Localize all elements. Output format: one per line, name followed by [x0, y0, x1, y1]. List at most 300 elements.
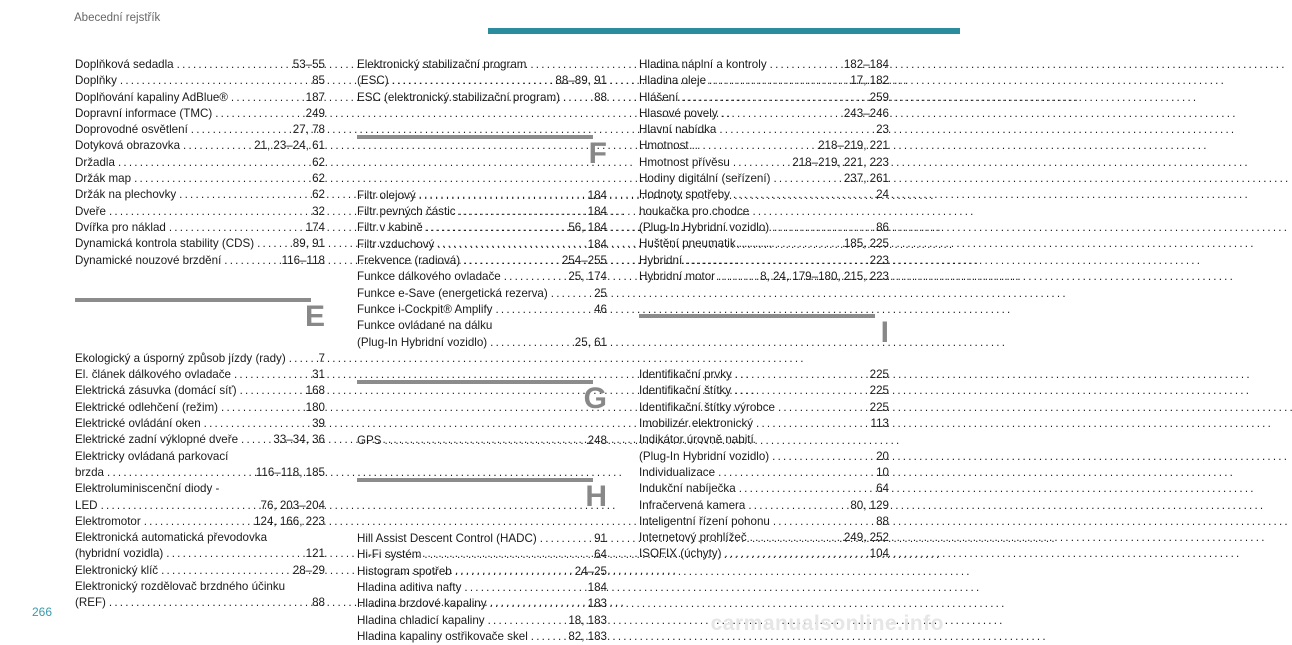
index-entry	[639, 514, 889, 530]
index-entry-row	[639, 90, 889, 106]
index-entry-pages: 17, 182	[850, 74, 889, 88]
section-letter: G	[583, 381, 607, 415]
index-entry-row	[357, 564, 607, 580]
dot-leader	[384, 433, 584, 449]
dot-leader	[183, 138, 251, 154]
index-entry	[75, 400, 325, 416]
index-entry	[75, 383, 325, 399]
index-entry	[357, 580, 607, 596]
section-divider-f	[357, 123, 607, 186]
index-entry-row	[75, 432, 325, 448]
dot-leader	[424, 547, 591, 563]
index-entry-row	[639, 514, 889, 530]
index-entry-term: Hmotnost přívěsu	[639, 155, 730, 169]
dot-leader	[177, 57, 290, 73]
index-entry	[75, 351, 325, 367]
index-entry-row	[75, 253, 325, 269]
index-entry-term: Hlasové povely	[639, 106, 718, 120]
index-entry-row	[639, 171, 889, 187]
index-entry-row	[639, 449, 889, 465]
dot-leader	[709, 73, 847, 89]
index-entry-pages: 31	[312, 368, 325, 382]
index-entry-pages: 80, 129	[850, 498, 889, 512]
dot-leader	[563, 90, 591, 106]
index-entry-term: Hodnoty spotřeby	[639, 188, 730, 202]
index-entry	[639, 530, 889, 546]
dot-leader	[455, 564, 572, 580]
index-entry-term: Individualizace	[639, 465, 716, 479]
section-rule	[75, 298, 311, 302]
index-entry-pages: 7	[318, 351, 325, 365]
index-entry	[639, 546, 889, 562]
index-entry-pages: 248	[587, 433, 607, 447]
index-entry-pages: 168	[305, 384, 325, 398]
index-entry	[357, 286, 607, 302]
index-entry-pages: 24–25	[574, 564, 607, 578]
index-entry-term-line: Elektroluminiscenční diody -	[75, 482, 220, 496]
dot-leader	[191, 122, 290, 138]
index-entry-term: Hi-Fi systém	[357, 548, 422, 562]
entry-list	[357, 57, 607, 106]
index-entry	[75, 220, 325, 236]
index-entry-pages: 18, 183	[568, 613, 607, 627]
index-entry-row	[357, 188, 607, 204]
index-entry-term: Filtr pevných částic	[357, 205, 456, 219]
index-entry-row	[639, 73, 889, 89]
index-entry-row	[75, 416, 325, 432]
index-entry	[75, 171, 325, 187]
index-entry-term: Elektrické odlehčení (režim)	[75, 400, 219, 414]
index-entry-row	[75, 204, 325, 220]
index-entry-term: brzda	[75, 465, 105, 479]
dot-leader	[179, 187, 309, 203]
dot-leader	[733, 155, 789, 171]
index-entry-pages: 62	[312, 188, 325, 202]
index-entry-row	[639, 106, 889, 122]
dot-leader	[739, 236, 841, 252]
dot-leader	[770, 57, 841, 73]
section-letter: H	[585, 480, 607, 514]
entry-list	[357, 531, 607, 645]
index-entry-term: Elektrické zadní výklopné dveře	[75, 433, 239, 447]
index-entry-pages: 183	[587, 597, 607, 611]
index-entry-term: Filtr olejový	[357, 188, 416, 202]
index-entry-term: Elektromotor	[75, 514, 141, 528]
index-entry-row	[75, 57, 325, 73]
index-entry	[639, 481, 889, 497]
index-entry-pages: 88	[876, 514, 889, 528]
index-entry-pages: 243–246	[843, 106, 889, 120]
index-entry-term: Doplňky	[75, 74, 117, 88]
index-entry-row	[357, 580, 607, 596]
index-entry-term: Funkce e-Save (energetická rezerva)	[357, 286, 548, 300]
index-entry	[75, 187, 325, 203]
index-entry-term: Hladina brzdové kapaliny	[357, 597, 487, 611]
dot-leader	[733, 187, 873, 203]
dot-leader	[721, 106, 841, 122]
index-entry	[357, 220, 607, 236]
dot-leader	[540, 531, 591, 547]
section-rule	[639, 314, 875, 318]
index-entry-row	[639, 122, 889, 138]
index-entry-row	[75, 220, 325, 236]
entry-list	[357, 433, 607, 449]
index-entry-pages: 64	[594, 548, 607, 562]
index-entry-term-line: Elektronický rozdělovač brzdného účinku	[75, 580, 286, 594]
index-entry	[639, 57, 889, 73]
index-entry-row	[357, 220, 607, 236]
dot-leader	[118, 155, 309, 171]
index-entry-term: Histogram spotřeb	[357, 564, 452, 578]
index-entry-row	[639, 367, 889, 383]
index-entry-row	[357, 73, 607, 89]
index-entry-term: Hladina chladicí kapaliny	[357, 613, 485, 627]
dot-leader	[773, 171, 840, 187]
index-entry-term: LED	[75, 498, 98, 512]
index-entry-row	[357, 433, 607, 449]
index-entry-pages: 124, 166, 223	[254, 514, 325, 528]
index-entry-row	[75, 171, 325, 187]
index-entry-pages: 249, 252	[843, 531, 889, 545]
dot-leader	[437, 237, 584, 253]
index-entry-pages: 32	[312, 204, 325, 218]
index-entry	[639, 204, 889, 237]
dot-leader	[724, 546, 866, 562]
index-entry-term: Hill Assist Descent Control (HADC)	[357, 532, 537, 546]
index-entry-row	[357, 204, 607, 220]
index-entry-term: Hybridní motor	[639, 269, 716, 283]
dot-leader	[109, 204, 309, 220]
index-entry-term: Imobilizér elektronický	[639, 417, 754, 431]
index-entry-pages: 184	[587, 237, 607, 251]
dot-leader	[221, 400, 303, 416]
index-entry-row	[75, 367, 325, 383]
index-entry-pages: 46	[594, 302, 607, 316]
index-entry-term: Hmotnost	[639, 139, 689, 153]
index-entry-row	[639, 400, 889, 416]
dot-leader	[241, 432, 270, 448]
index-entry-term: Doplňování kapaliny AdBlue®	[75, 90, 228, 104]
index-column-1	[75, 57, 325, 612]
index-entry	[357, 629, 607, 645]
dot-leader	[107, 465, 253, 481]
index-entry-row	[639, 138, 889, 154]
dot-leader	[756, 416, 867, 432]
index-entry	[639, 122, 889, 138]
index-entry-pages: 23	[876, 123, 889, 137]
index-entry	[639, 465, 889, 481]
index-entry-term: Elektrické ovládání oken	[75, 417, 201, 431]
index-entry-row	[639, 220, 889, 236]
index-entry-term: Ekologický a úsporný způsob jízdy (rady)	[75, 351, 286, 365]
index-entry-term: Doprovodné osvětlení	[75, 123, 188, 137]
dot-leader	[750, 530, 841, 546]
index-entry-pages: 237, 261	[843, 172, 889, 186]
index-entry-row	[75, 465, 325, 481]
index-entry	[357, 531, 607, 547]
dot-leader	[134, 171, 309, 187]
index-entry-term: Internetový prohlížeč	[639, 531, 747, 545]
dot-leader	[240, 383, 303, 399]
index-entry	[75, 530, 325, 563]
section-rule	[357, 380, 593, 384]
index-entry-pages: 86	[876, 220, 889, 234]
index-entry-term: Hlášení	[639, 90, 679, 104]
index-entry-row	[357, 629, 607, 645]
index-entry-pages: 218–219, 221	[818, 139, 889, 153]
index-entry-term: Inteligentní řízení pohonu	[639, 514, 770, 528]
index-entry-term: Držák map	[75, 172, 132, 186]
index-entry-term: Hybridní	[639, 253, 683, 267]
index-entry-term: ISOFIX (úchyty)	[639, 547, 722, 561]
index-entry-pages: 121	[305, 547, 325, 561]
index-entry	[639, 73, 889, 89]
dot-leader	[224, 253, 278, 269]
index-entry	[75, 481, 325, 514]
index-entry-row	[357, 269, 607, 285]
index-entry	[639, 138, 889, 154]
index-entry	[639, 432, 889, 465]
index-entry	[357, 269, 607, 285]
index-entry	[639, 236, 889, 252]
index-entry	[639, 367, 889, 383]
index-entry-row	[75, 236, 325, 252]
index-entry-term: (hybridní vozidla)	[75, 547, 164, 561]
index-entry	[639, 155, 889, 171]
index-entry-term: Infračervená kamera	[639, 498, 746, 512]
index-entry-pages: 254–255	[561, 254, 607, 268]
index-entry	[75, 236, 325, 252]
dot-leader	[166, 546, 302, 562]
index-entry-term: Identifikační prvky	[639, 368, 732, 382]
index-entry-pages: 89, 91	[292, 237, 325, 251]
index-entry	[357, 318, 607, 351]
index-entry-term-line: Elektronický stabilizační program	[357, 58, 527, 71]
dot-leader	[234, 367, 309, 383]
index-entry-term: (ESC)	[357, 74, 389, 88]
index-entry	[75, 155, 325, 171]
dot-leader	[692, 138, 815, 154]
dot-leader	[739, 481, 873, 497]
index-entry	[75, 579, 325, 612]
dot-leader	[419, 188, 585, 204]
dot-leader	[773, 514, 873, 530]
index-entry-term: Hodiny digitální (seřízení)	[639, 172, 771, 186]
index-entry-row	[357, 237, 607, 253]
index-entry-row	[639, 465, 889, 481]
index-entry	[639, 498, 889, 514]
dot-leader	[681, 90, 866, 106]
index-entry	[75, 253, 325, 269]
section-letter: F	[588, 136, 607, 170]
dot-leader	[748, 498, 847, 514]
index-entry-row	[75, 498, 325, 514]
index-entry	[639, 187, 889, 203]
index-entry-pages: 25	[594, 286, 607, 300]
index-entry-pages: 64	[876, 482, 889, 496]
index-entry-term: Funkce i-Cockpit® Amplify	[357, 302, 493, 316]
header-accent-bar	[488, 28, 960, 34]
index-entry	[357, 90, 607, 106]
index-entry-term: Hladina oleje	[639, 74, 707, 88]
index-entry-term: GPS	[357, 433, 382, 447]
dot-leader	[109, 595, 309, 611]
dot-leader	[495, 302, 591, 318]
dot-leader	[490, 596, 585, 612]
index-entry	[639, 90, 889, 106]
dot-leader	[685, 253, 866, 269]
index-entry-term: Dopravní informace (TMC)	[75, 106, 213, 120]
index-entry	[639, 269, 889, 285]
index-entry	[75, 57, 325, 73]
index-entry-row	[357, 596, 607, 612]
dot-leader	[257, 236, 290, 252]
index-entry-term: Funkce dálkového ovladače	[357, 270, 501, 284]
index-entry-row	[639, 383, 889, 399]
index-entry	[357, 302, 607, 318]
index-entry-pages: 184	[587, 205, 607, 219]
index-header-title: Abecední rejstřík	[74, 12, 161, 24]
section-divider-i	[639, 302, 889, 365]
index-entry-term: (Plug-In Hybridní vozidlo)	[639, 449, 770, 463]
index-entry-term: Dotyková obrazovka	[75, 139, 181, 153]
index-entry-term-line: Elektronická automatická převodovka	[75, 531, 268, 545]
index-entry-row	[357, 531, 607, 547]
index-entry-row	[357, 253, 607, 269]
index-entry	[639, 383, 889, 399]
section-divider-g	[357, 368, 607, 431]
index-entry-pages: 225	[869, 368, 889, 382]
index-entry-pages: 174	[305, 220, 325, 234]
index-entry	[639, 171, 889, 187]
index-entry	[639, 400, 889, 416]
index-entry-row	[639, 416, 889, 432]
index-entry-term: Frekvence (radiová)	[357, 254, 461, 268]
index-entry-row	[75, 73, 325, 89]
index-entry	[357, 433, 607, 449]
index-entry	[75, 449, 325, 482]
entry-list	[75, 351, 325, 612]
dot-leader	[488, 613, 566, 629]
index-entry-pages: 185, 225	[843, 237, 889, 251]
dot-leader	[426, 220, 566, 236]
index-entry-term: Dynamické nouzové brzdění	[75, 253, 222, 267]
dot-leader	[772, 449, 873, 465]
index-entry	[639, 253, 889, 269]
index-entry-term: Dveře	[75, 204, 106, 218]
index-entry-pages: 76, 203–204	[260, 498, 325, 512]
index-entry-pages: 184	[587, 581, 607, 595]
index-entry-pages: 225	[869, 400, 889, 414]
index-entry-pages: 27, 78	[292, 123, 325, 137]
entry-list	[639, 57, 889, 285]
index-entry-term-line: Indikátor úrovně nabití	[639, 433, 754, 447]
dot-leader	[778, 400, 867, 416]
dot-leader	[551, 286, 591, 302]
index-entry-term-line: Funkce ovládané na dálku	[357, 319, 493, 333]
index-entry	[357, 253, 607, 269]
page-number: 266	[32, 605, 53, 619]
index-entry-term: Identifikační štítky	[639, 384, 732, 398]
index-entry-term: Identifikační štítky výrobce	[639, 400, 775, 414]
index-entry-term: (Plug-In Hybridní vozidlo)	[357, 335, 488, 349]
index-entry	[357, 564, 607, 580]
index-entry-pages: 62	[312, 155, 325, 169]
index-entry-row	[639, 269, 889, 285]
index-entry	[75, 90, 325, 106]
dot-leader	[464, 580, 584, 596]
dot-leader	[772, 220, 873, 236]
index-entry	[357, 204, 607, 220]
index-entry-row	[639, 57, 889, 73]
index-entry-pages: 88	[594, 90, 607, 104]
index-entry-term: Elektrická zásuvka (domácí síť)	[75, 384, 237, 398]
index-entry-row	[75, 400, 325, 416]
index-entry-term: Elektronický klíč	[75, 563, 159, 577]
index-entry-pages: 24	[876, 188, 889, 202]
dot-leader	[718, 269, 757, 285]
index-entry-pages: 184	[587, 188, 607, 202]
entry-list	[639, 367, 889, 563]
section-rule	[357, 478, 593, 482]
section-divider-h	[357, 466, 607, 529]
index-entry-pages: 10	[876, 465, 889, 479]
section-rule	[357, 135, 593, 139]
index-entry	[357, 596, 607, 612]
dot-leader	[463, 253, 559, 269]
index-entry-row	[75, 595, 325, 611]
index-entry-row	[357, 286, 607, 302]
index-entry-term: (REF)	[75, 596, 106, 610]
dot-leader	[718, 465, 873, 481]
index-entry-pages: 25, 174	[568, 270, 607, 284]
index-entry-row	[75, 122, 325, 138]
index-entry	[639, 416, 889, 432]
index-entry	[357, 237, 607, 253]
index-entry-term: Dvířka pro náklad	[75, 220, 166, 234]
index-entry-row	[639, 546, 889, 562]
dot-leader	[169, 220, 303, 236]
dot-leader	[161, 563, 290, 579]
dot-leader	[719, 122, 873, 138]
index-entry-pages: 28–29	[292, 563, 325, 577]
index-entry-row	[75, 546, 325, 562]
index-entry	[75, 514, 325, 530]
index-entry-pages: 225	[869, 384, 889, 398]
dot-leader	[231, 90, 303, 106]
index-entry	[357, 188, 607, 204]
index-entry-pages: 180	[305, 400, 325, 414]
index-column-2	[357, 57, 607, 645]
dot-leader	[531, 629, 566, 645]
dot-leader	[392, 73, 553, 89]
entry-list	[357, 188, 607, 351]
index-entry-pages: 20	[876, 449, 889, 463]
index-entry-row	[357, 302, 607, 318]
index-entry-term: El. článek dálkového ovladače	[75, 368, 231, 382]
index-entry-term-line: Elektricky ovládaná parkovací	[75, 449, 229, 463]
index-entry-pages: 116–118	[281, 253, 325, 267]
index-entry	[75, 204, 325, 220]
index-entry-pages: 223	[869, 253, 889, 267]
dot-leader	[101, 498, 258, 514]
index-entry-term: Filtr v kabině	[357, 221, 423, 235]
index-entry-pages: 82, 183	[568, 629, 607, 643]
section-letter: I	[880, 316, 889, 350]
index-entry	[75, 563, 325, 579]
index-entry-term: Držadla	[75, 155, 115, 169]
index-entry-pages: 104	[869, 547, 889, 561]
